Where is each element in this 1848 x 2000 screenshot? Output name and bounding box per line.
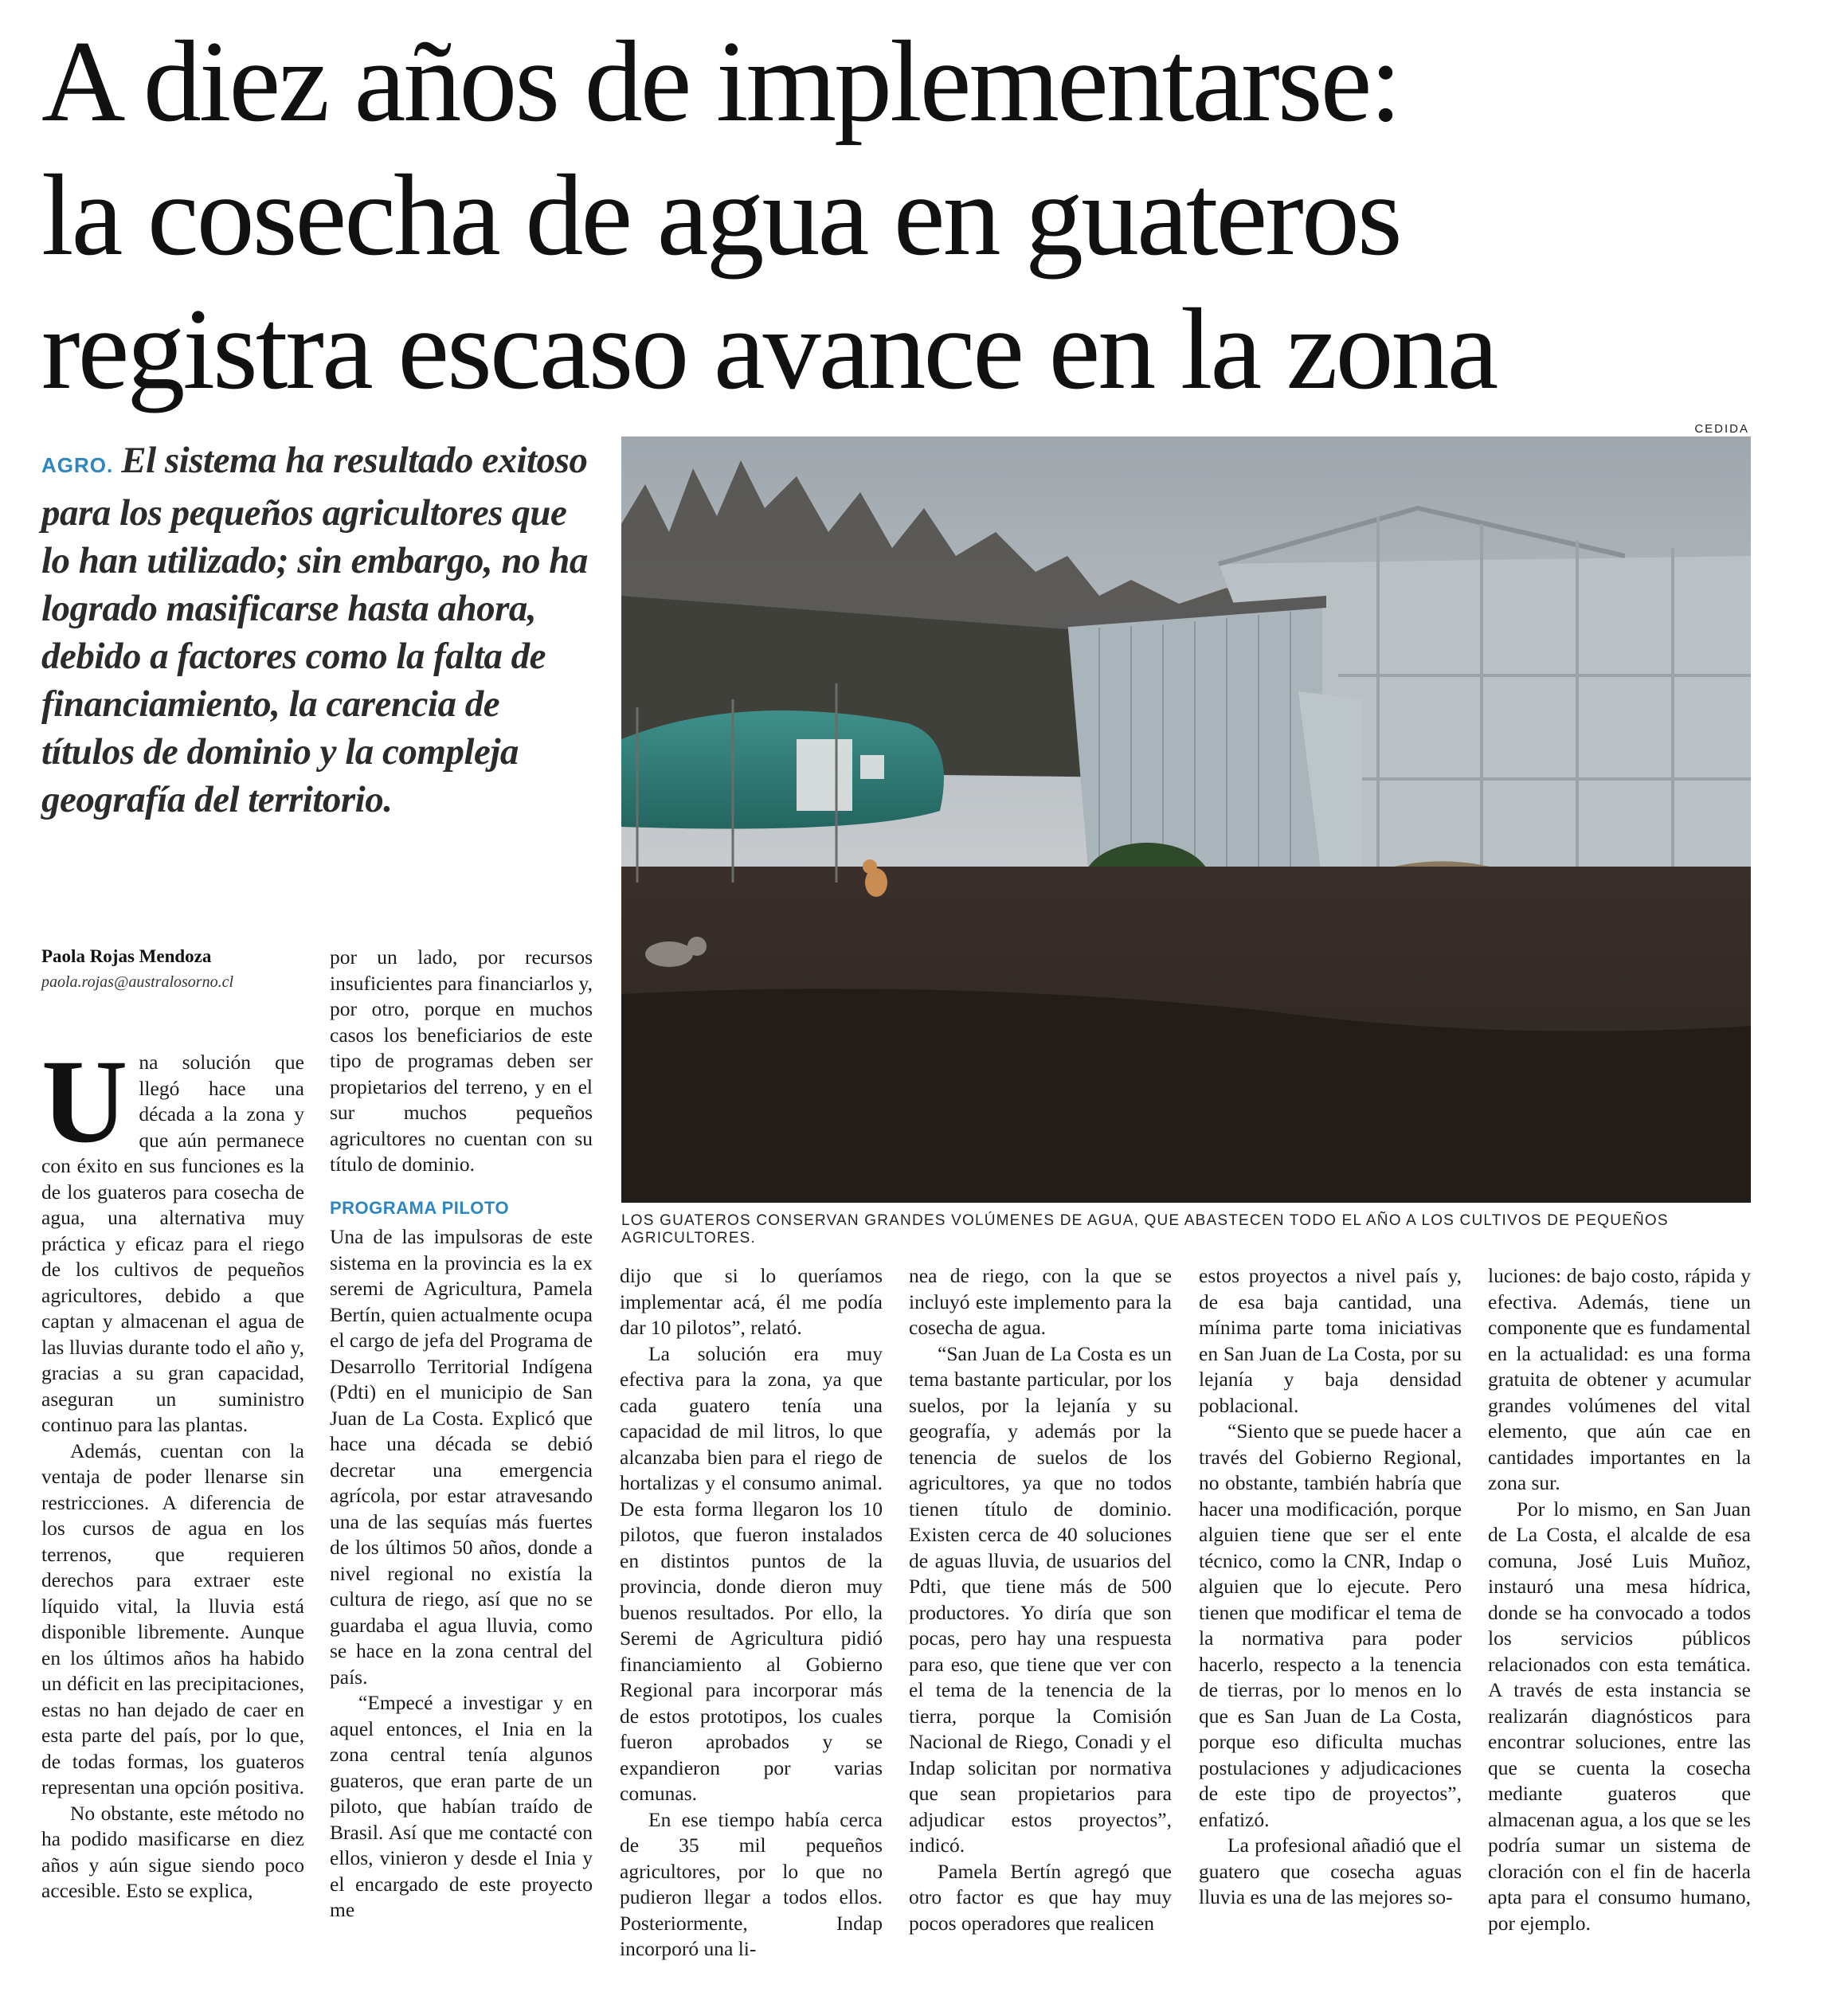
section-tag: AGRO.: [41, 453, 114, 477]
article-photo: [621, 436, 1751, 1203]
paragraph: “Siento que se puede hacer a través del Gobierno Regional, no obstante, también habría que hacer una modificación, porque alguien tiene que ser el ente técnico, como la CNR, Indap o alguien que lo ejecute. Pero tienen que modificar el tema de la normativa para poder hacerlo, respecto a la tenencia de tierras, por lo menos en lo que es San Juan de La Costa, porque eso dificulta muchas postulaciones y adjudicaciones de este tipo de proyectos”, enfatizó.: [1199, 1419, 1462, 1831]
paragraph: Una solución que llegó hace una década a la zona y que aún permanece con éxito en sus funciones es la de los guateros para cosecha de agua, una alternativa muy práctica y eficaz para el riego de los cultivos de pequeños agricultores, debido a que captan y almacenan el agua de las lluvias durante todo el año y, gracias a su gran capacidad, aseguran un suministro continuo para las plantas.: [41, 1035, 304, 1436]
paragraph: “Empecé a investigar y en aquel entonces, el Inia en la zona central tenía algunos guateros, que eran parte de un piloto, que habían traído de Brasil. Así que me contacté con ellos, vinieron y desde el Inia y el encargado de este proyecto me: [330, 1691, 593, 1921]
body-column-2: [330, 945, 593, 1924]
drop-cap: U: [41, 1035, 128, 1168]
paragraph: estos proyectos a nivel país y, de esa baja cantidad, una mínima parte toma iniciativas en San Juan de La Costa, por su lejanía y baja densidad poblacional.: [1199, 1264, 1462, 1417]
photo-credit: CEDIDA: [1694, 422, 1749, 436]
paragraph: La profesional añadió que el guatero que cosecha aguas lluvia es una de las mejores so-: [1199, 1834, 1462, 1908]
body-column-4: [909, 1263, 1172, 1936]
paragraph: No obstante, este método no ha podido masificarse en diez años y aún sigue siendo poco accesible. Esto se explica,: [41, 1801, 304, 1902]
body-column-1: [41, 1035, 304, 1904]
photo-caption: LOS GUATEROS CONSERVAN GRANDES VOLÚMENES DE AGUA, QUE ABASTECEN TODO EL AÑO A LOS CULTIVOS DE PEQUEÑOS AGRICULTORES.: [621, 1212, 1669, 1247]
paragraph: “San Juan de La Costa es un tema bastante particular, por los suelos, por la lejanía y su geografía, y además por la tenencia de suelos de los agricultores, ya que no todos tienen título de dominio. Existen cerca de 40 soluciones de aguas lluvia, de usuarios del Pdti, que tiene más de 500 productores. Yo diría que son pocas, pero hay una respuesta para eso, que tiene que ver con el tema de la tenencia de la tierra, porque la Comisión Nacional de Riego, Conadi y el Indap solicitan por normativa que sean propietarios para adjudicar estos proyectos”, indicó.: [909, 1341, 1172, 1857]
section-subhead: PROGRAMA PILOTO: [330, 1197, 510, 1218]
paragraph: Pamela Bertín agregó que otro factor es que hay muy pocos operadores que realicen: [909, 1859, 1172, 1935]
author-name: Paola Rojas Mendoza: [41, 946, 212, 966]
paragraph: nea de riego, con la que se incluyó este implemento para la cosecha de agua.: [909, 1264, 1172, 1339]
deck-text: El sistema ha resultado exitoso para los pequeños agricultores que lo han utilizado; sin embargo, no ha logrado masificarse hasta ahora, debido a factores como la falta de financiamiento, la carencia de títulos de dominio y la compleja geografía del territorio.: [41, 440, 588, 820]
paragraph: En ese tiempo había cerca de 35 mil pequeños agricultores, por lo que no pudieron llegar a todos ellos. Posteriormente, Indap incorporó una li-: [620, 1807, 883, 1960]
headline-line-1: A diez años de implementarse:: [41, 17, 1400, 146]
headline-line-2: la cosecha de agua en guateros: [41, 151, 1400, 280]
body-column-5: [1199, 1263, 1462, 1911]
body-column-3: [620, 1263, 883, 1963]
article-deck: [41, 436, 599, 824]
paragraph: luciones: de bajo costo, rápida y efectiva. Además, tiene un componente que es fundamental en la actualidad: es una forma gratuita de obtener y acumular grandes volúmenes del vital elemento, que aún cae en cantidades importantes en la zona sur.: [1488, 1264, 1751, 1494]
author-email[interactable]: paola.rojas@australosorno.cl: [41, 973, 234, 991]
paragraph: Por lo mismo, en San Juan de La Costa, el alcalde de esa comuna, José Luis Muñoz, instauró una mesa hídrica, donde se ha convocado a todos los servicios públicos relacionados con esta temática. A través de esta instancia se realizarán diagnósticos para encontrar soluciones, entre las que se cuenta la cosecha mediante guateros que almacenan agua, a los que se les podría sumar un sistema de cloración con el fin de hacerla apta para el consumo humano, por ejemplo.: [1488, 1497, 1751, 1935]
headline: [41, 14, 1826, 416]
body-column-6: [1488, 1263, 1751, 1936]
paragraph: Además, cuentan con la ventaja de poder llenarse sin restricciones. A diferencia de los cursos de agua en los terrenos, que requieren derechos para extraer este líquido vital, la lluvia está disponible libremente. Aunque en los últimos años ha habido un déficit en las precipitaciones, estas no han dejado de caer en esta parte del país, por lo que, de todas formas, los guateros representan una opción positiva.: [41, 1438, 304, 1798]
paragraph: dijo que si lo queríamos implementar acá, él me podía dar 10 pilotos”, relató.: [620, 1264, 883, 1339]
headline-line-3: registra escaso avance en la zona: [41, 284, 1497, 413]
paragraph: Una de las impulsoras de este sistema en la provincia es la ex seremi de Agricultura, Pamela Bertín, quien actualmente ocupa el cargo de jefa del Programa de Desarrollo Territorial Indígena (Pdti) en el municipio de San Juan de La Costa. Explicó que hace una década se debió decretar una emergencia agrícola, por estar atravesando una de las sequías más fuertes de los últimos 50 años, donde a nivel regional no existía la cultura de riego, así que no se guardaba el agua lluvia, como se hace en la zona central del país.: [330, 1225, 593, 1689]
paragraph: La solución era muy efectiva para la zona, ya que cada guatero tenía una capacidad de mil litros, lo que alcanzaba bien para el riego de hortalizas y el consumo animal. De esta forma llegaron los 10 pilotos, que fueron instalados en distintos puntos de la provincia, donde dieron muy buenos resultados. Por ello, la Seremi de Agricultura pidió financiamiento al Gobierno Regional para incorporar más de estos prototipos, los cuales fueron aprobados y se expandieron por varias comunas.: [620, 1341, 883, 1805]
byline: [41, 946, 304, 992]
paragraph: por un lado, por recursos insuficientes para financiarlos y, por otro, porque en muchos casos los beneficiarios de este tipo de programas deben ser propietarios del terreno, y en el sur muchos pequeños agricultores no cuentan con su título de dominio.: [330, 945, 593, 1176]
